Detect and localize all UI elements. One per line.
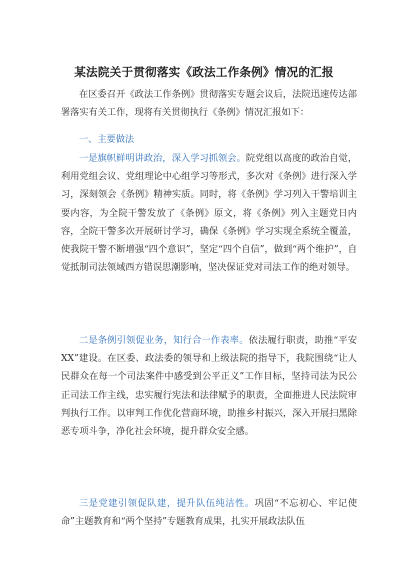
intro-text: 在区委召开《政法工作条例》贯彻落实专题会议后，法院迅速传达部署落实有关工作，现将有关贯彻执行《条例》情况汇报如下： — [61, 89, 357, 119]
paragraph-2-lead: 二是条例引领促业务，知行合一作表率。 — [79, 335, 249, 346]
paragraph-2 — [61, 332, 357, 441]
paragraph-3 — [61, 495, 357, 531]
paragraph-1-lead: 一是旗帜鲜明讲政治，深入学习抓领会。 — [79, 153, 246, 164]
paragraph-2-body: 依法履行职责，助推“平安XX”建设。在区委、政法委的领导和上级法院的指导下，我院围绕“让人民群众在每一个司法案件中感受到公平正义”工作目标，坚持司法为民公正司法工作主线，忠实履行宪法和法律赋予的职责，全面推进人民法院审判执行工作。以审判工作优化营商环境，助推乡村振兴，深入开展扫黑除恶专项斗争，净化社会环境，提升群众安全感。 — [61, 335, 358, 438]
document-title: 某法院关于贯彻落实《政法工作条例》情况的汇报 — [74, 65, 334, 79]
section1-heading: 一、主要做法 — [79, 134, 135, 145]
section-heading — [61, 131, 357, 149]
paragraph-3-body: 巩固“不忘初心、牢记使命”主题教育和“两个坚持”专题教育成果，扎实开展政法队伍 — [61, 498, 358, 528]
paragraph-1-body: 院党组以高度的政治自觉，利用党组会议、党组理论中心组学习等形式，多次对《条例》进行深入学习，深刻领会《条例》精神实质。同时，将《条例》学习列入干警培训主要内容，为全院干警发放了《条例》原文，将《条例》列入主题党日内容，全院干警多次开展研讨学习，确保《条例》学习实现全系统全覆盖，使我院干警不断增强“四个意识”，坚定“四个自信”，做到“两个维护”，自觉抵制司法领域西方错误思潮影响，坚决保证党对司法工作的绝对领导。 — [61, 153, 358, 274]
intro-paragraph — [61, 86, 357, 122]
paragraph-3-lead: 三是党建引领促队建，提升队伍纯洁性。 — [79, 498, 255, 509]
paragraph-1 — [61, 150, 357, 277]
